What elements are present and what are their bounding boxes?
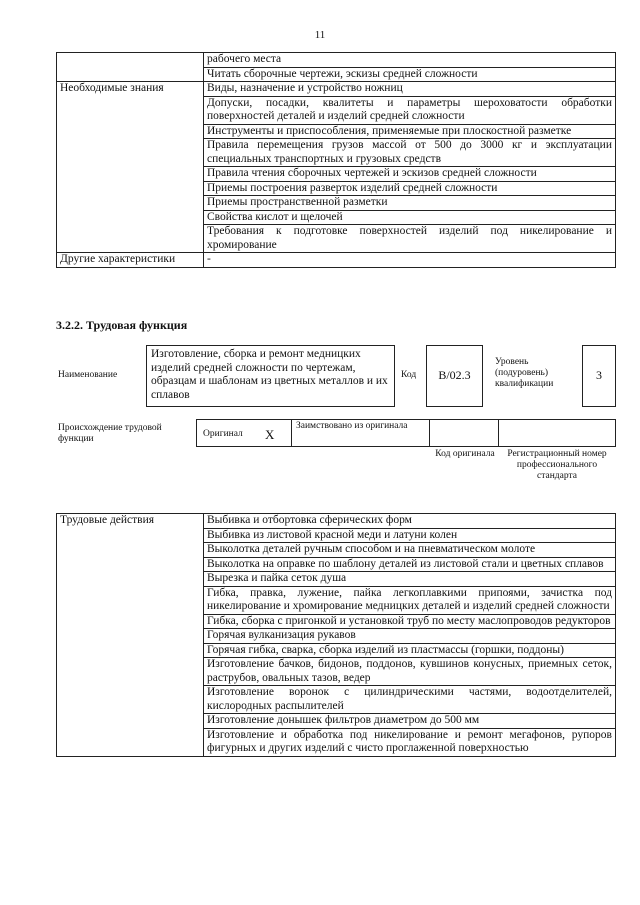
table-cell: Читать сборочные чертежи, эскизы средней сложности: [204, 67, 616, 82]
table-label: Другие характеристики: [57, 253, 204, 268]
table-cell: Гибка, сборка с пригонкой и установкой труб по месту маслопроводов редукторов: [204, 614, 616, 629]
function-code: В/02.3: [426, 345, 483, 407]
table-cell: Изготовление донышек фильтров диаметром до 500 мм: [204, 714, 616, 729]
name-label: Наименование: [58, 370, 118, 380]
original-mark: X: [265, 427, 275, 442]
table-label: Необходимые знания: [57, 82, 204, 253]
table-label: [57, 53, 204, 82]
table-cell: Приемы пространственной разметки: [204, 196, 616, 211]
reg-number-box: [498, 419, 616, 447]
borrowed-label: Заимствовано из оригинала: [291, 419, 430, 447]
table-cell: Правила чтения сборочных чертежей и эскизов средней сложности: [204, 167, 616, 182]
table-cell: Виды, назначение и устройство ножниц: [204, 82, 616, 97]
table-label: Трудовые действия: [57, 514, 204, 757]
table-cell: Инструменты и приспособления, применяемые при плоскостной разметке: [204, 124, 616, 139]
section-heading: 3.2.2. Трудовая функция: [56, 318, 188, 332]
table-cell: Изготовление воронок с цилиндрическими частями, водоотделителей, кислородных распылителей: [204, 686, 616, 714]
table-cell: Выбивка из листовой красной меди и латуни колен: [204, 528, 616, 543]
level-value: 3: [582, 345, 616, 407]
actions-table: [56, 513, 616, 757]
knowledge-table: [56, 52, 616, 268]
table-cell: Выколотка на оправке по шаблону деталей из листовой стали и цветных сплавов: [204, 557, 616, 572]
page-number: 11: [314, 29, 326, 41]
table-cell: Горячая вулканизация рукавов: [204, 629, 616, 644]
table-cell: Приемы построения разверток изделий средней сложности: [204, 181, 616, 196]
table-cell: Допуски, посадки, квалитеты и параметры шероховатости обработки поверхностей деталей и изделий средней сложности: [204, 96, 616, 124]
original-label: Оригинал: [203, 429, 243, 439]
reg-number-caption: Регистрационный номер профессионального стандарта: [507, 449, 607, 481]
table-cell: -: [204, 253, 616, 268]
table-cell: Свойства кислот и щелочей: [204, 210, 616, 225]
function-name: Изготовление, сборка и ремонт медницких изделий средней сложности по чертежам, образцам и шаблонам из цветных металлов и их сплавов: [146, 345, 395, 407]
table-cell: Изготовление бачков, бидонов, поддонов, кувшинов конусных, приемных сеток, раструбов, овальных тазов, ведер: [204, 658, 616, 686]
table-row: [57, 514, 616, 529]
code-label: Код: [401, 370, 417, 380]
origin-label: Происхождение трудовой функции: [58, 423, 162, 444]
table-cell: Горячая гибка, сварка, сборка изделий из пластмассы (горшки, поддоны): [204, 643, 616, 658]
table-cell: Правила перемещения грузов массой от 500 до 3000 кг и эксплуатации специальных транспортных и грузовых средств: [204, 139, 616, 167]
table-row: [57, 53, 616, 68]
table-cell: Изготовление и обработка под никелирование и ремонт мегафонов, рупоров фигурных и других изделий с чисто проглаженной поверхностью: [204, 728, 616, 756]
table-cell: Вырезка и пайка сеток душа: [204, 572, 616, 587]
table-row: [57, 253, 616, 268]
level-label: Уровень (подуровень) квалификации: [495, 357, 554, 389]
original-cell: [196, 419, 292, 447]
table-cell: Выбивка и отбортовка сферических форм: [204, 514, 616, 529]
code-original-box: [429, 419, 499, 447]
code-original-caption: Код оригинала: [435, 449, 495, 459]
table-cell: рабочего места: [204, 53, 616, 68]
table-cell: Выколотка деталей ручным способом и на пневматическом молоте: [204, 543, 616, 558]
table-cell: Требования к подготовке поверхностей изделий под никелирование и хромирование: [204, 225, 616, 253]
table-row: [57, 82, 616, 97]
table-cell: Гибка, правка, лужение, пайка легкоплавкими припоями, зачистка под никелирование и хромирование медницких деталей и изделий средней сложности: [204, 586, 616, 614]
